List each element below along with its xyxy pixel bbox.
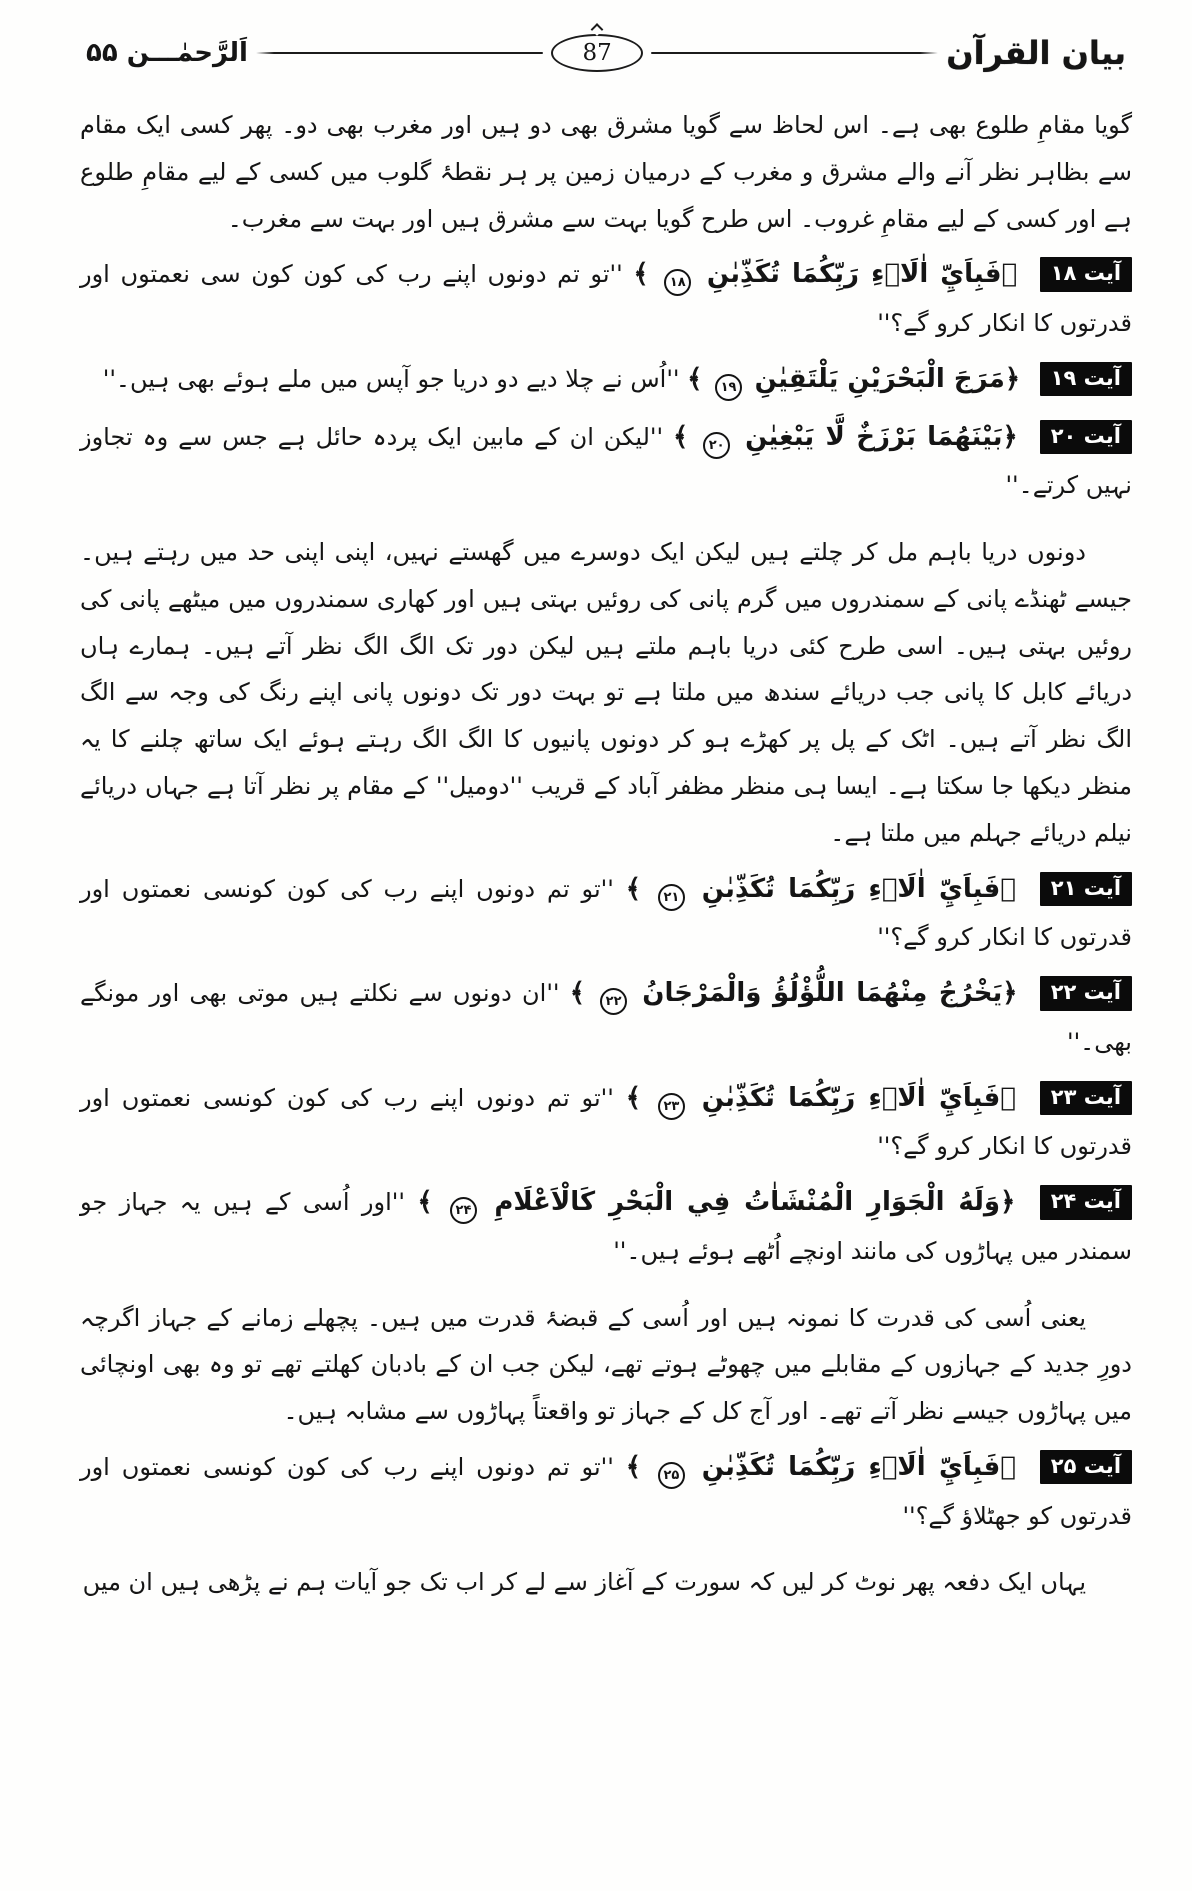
page-body (80, 102, 1132, 1606)
ayah-number-medallion: ۲۴ (450, 1197, 477, 1224)
surah-title: اَلرَّحمٰـــن ۵۵ (86, 38, 248, 68)
paragraph-ships: یعنی اُسی کی قدرت کا نمونہ ہیں اور اُسی کے قبضۂ قدرت میں ہیں۔ پچھلے زمانے کے جہاز اگرچہ دورِ جدید کے جہازوں کے مقابلے میں چھوٹے ہوتے تھے، لیکن جب ان کے بادبان کھلتے تھے تو وہ بھی اونچائی میں پہاڑوں جیسے نظر آتے تھے۔ اور آج کل کے جہاز تو واقعتاً پہاڑوں سے مشابہ ہیں۔ (80, 1303, 1132, 1426)
verse-marker-badge: آیت ۲۳ (1040, 1081, 1132, 1115)
verse-close-bracket: ﴾ (673, 421, 689, 452)
verse-block-23 (80, 1073, 1132, 1170)
header-rule-left (256, 52, 543, 54)
ayah-number-medallion: ۲۱ (658, 884, 685, 911)
verse-block-22 (80, 968, 1132, 1065)
verse-translation: ''ان دونوں سے نکلتے ہیں موتی بھی اور مونگے بھی۔'' (80, 979, 1132, 1056)
paragraph-closing: یہاں ایک دفعہ پھر نوٹ کر لیں کہ سورت کے آغاز سے لے کر اب تک جو آیات ہم نے پڑھی ہیں ان میں (82, 1568, 1086, 1597)
verse-marker-badge: آیت ۲۱ (1040, 872, 1132, 906)
verse-close-bracket: ﴾ (417, 1187, 433, 1218)
paragraph-rivers: دونوں دریا باہم مل کر چلتے ہیں لیکن ایک دوسرے میں گھستے نہیں، اپنی اپنی حد میں رہتے ہیں۔ جیسے ٹھنڈے پانی کے سمندروں میں گرم پانی کی روئیں بہتی ہیں اور کھاری سمندروں میں میٹھے پانی کی روئیں بہتی ہیں۔ اسی طرح کئی دریا باہم ملتے ہیں لیکن دور تک الگ الگ نظر آتے ہیں۔ ہمارے ہاں دریائے کابل کا پانی جب دریائے سندھ میں ملتا ہے تو بہت دور تک دونوں پانی اپنے رنگ کی وجہ سے الگ الگ نظر آتے ہیں۔ اٹک کے پل پر کھڑے ہو کر دونوں پانیوں کا الگ الگ رہتے ہوئے ایک ساتھ چلنے کا یہ منظر دیکھا جا سکتا ہے۔ ایسا ہی منظر مظفر آباد کے قریب ''دومیل'' کے مقام پر نظر آتا ہے جہاں دریائے نیلم دریائے جہلم میں ملتا ہے۔ (80, 538, 1132, 847)
verse-translation: ''تو تم دونوں اپنے رب کی کون کون سی نعمتوں اور قدرتوں کا انکار کرو گے؟'' (80, 260, 1132, 338)
verse-translation: ''اُس نے چلا دیے دو دریا جو آپس میں ملے ہوئے بھی ہیں۔'' (102, 364, 680, 393)
verse-close-bracket: ﴾ (625, 1451, 641, 1482)
verse-arabic-text: ﴿مَرَجَ الْبَحْرَيْنِ يَلْتَقِيٰنِ (754, 363, 1021, 394)
verse-block-18 (80, 249, 1132, 346)
verse-block-24 (80, 1177, 1132, 1274)
ayah-number-medallion: ۲۰ (703, 432, 730, 459)
book-title: بیان القرآن (946, 34, 1127, 72)
ayah-number-medallion: ۲۵ (658, 1462, 685, 1489)
verse-close-bracket: ﴾ (687, 363, 703, 394)
verse-block-19 (80, 354, 1132, 405)
verse-arabic-text: ﴿فَبِاَيِّ اٰلَاۤءِ رَبِّكُمَا تُكَذِّبٰنِ (701, 873, 1016, 904)
ayah-number-medallion: ۱۸ (664, 269, 691, 296)
verse-translation: ''تو تم دونوں اپنے رب کی کون کونسی نعمتوں اور قدرتوں کا انکار کرو گے؟'' (80, 874, 1132, 952)
verse-arabic-text: ﴿يَخْرُجُ مِنْهُمَا اللُّؤْلُؤُ وَالْمَرْجَانُ (642, 978, 1018, 1009)
page-header (80, 34, 1132, 72)
verse-arabic-text: ﴿فَبِاَيِّ اٰلَاۤءِ رَبِّكُمَا تُكَذِّبٰنِ (706, 259, 1018, 290)
page-number-ornament (551, 34, 643, 72)
page-number: 87 (551, 34, 643, 72)
verse-arabic-text: ﴿وَلَهُ الْجَوَارِ الْمُنْشَاٰتُ فِي الْبَحْرِ كَالْاَعْلَامِ (494, 1187, 1016, 1218)
verse-block-20 (80, 412, 1132, 509)
ayah-number-medallion: ۲۲ (600, 988, 627, 1015)
ayah-number-medallion: ۱۹ (715, 374, 742, 401)
verse-close-bracket: ﴾ (633, 259, 649, 290)
verse-block-21 (80, 864, 1132, 961)
verse-marker-badge: آیت ۱۸ (1040, 257, 1132, 291)
verse-marker-badge: آیت ۱۹ (1040, 362, 1132, 396)
verse-translation: ''تو تم دونوں اپنے رب کی کون کونسی نعمتوں اور قدرتوں کو جھٹلاؤ گے؟'' (80, 1452, 1132, 1530)
verse-close-bracket: ﴾ (625, 873, 641, 904)
verse-arabic-text: ﴿بَيْنَهُمَا بَرْزَخٌ لَّا يَبْغِيٰنِ (745, 421, 1018, 452)
verse-marker-badge: آیت ۲۵ (1040, 1450, 1132, 1484)
ayah-number-medallion: ۲۳ (658, 1093, 685, 1120)
verse-marker-badge: آیت ۲۲ (1040, 976, 1132, 1010)
verse-close-bracket: ﴾ (569, 978, 585, 1009)
verse-block-25 (80, 1442, 1132, 1539)
verse-translation: ''تو تم دونوں اپنے رب کی کون کونسی نعمتوں اور قدرتوں کا انکار کرو گے؟'' (80, 1083, 1132, 1161)
verse-close-bracket: ﴾ (625, 1082, 641, 1113)
header-rule-right (651, 52, 938, 54)
verse-arabic-text: ﴿فَبِاَيِّ اٰلَاۤءِ رَبِّكُمَا تُكَذِّبٰنِ (701, 1451, 1016, 1482)
verse-translation: ''اور اُسی کے ہیں یہ جہاز جو سمندر میں پہاڑوں کی مانند اونچے اُٹھے ہوئے ہیں۔'' (80, 1188, 1132, 1265)
verse-marker-badge: آیت ۲۴ (1040, 1185, 1132, 1219)
verse-marker-badge: آیت ۲۰ (1040, 420, 1132, 454)
verse-translation: ''لیکن ان کے مابین ایک پردہ حائل ہے جس سے وہ تجاوز نہیں کرتے۔'' (80, 422, 1132, 500)
verse-arabic-text: ﴿فَبِاَيِّ اٰلَاۤءِ رَبِّكُمَا تُكَذِّبٰنِ (701, 1082, 1016, 1113)
paragraph-intro: گویا مقامِ طلوع بھی ہے۔ اس لحاظ سے گویا مشرق بھی دو ہیں اور مغرب بھی دو۔ پھر کسی ایک مقام سے بظاہر نظر آنے والے مشرق و مغرب کے درمیان زمین پر ہر نقطۂ گلوب میں کسی کے لیے مقامِ طلوع ہے اور کسی کے لیے مقامِ غروب۔ اس طرح گویا بہت سے مشرق ہیں اور بہت سے مغرب۔ (80, 111, 1132, 233)
